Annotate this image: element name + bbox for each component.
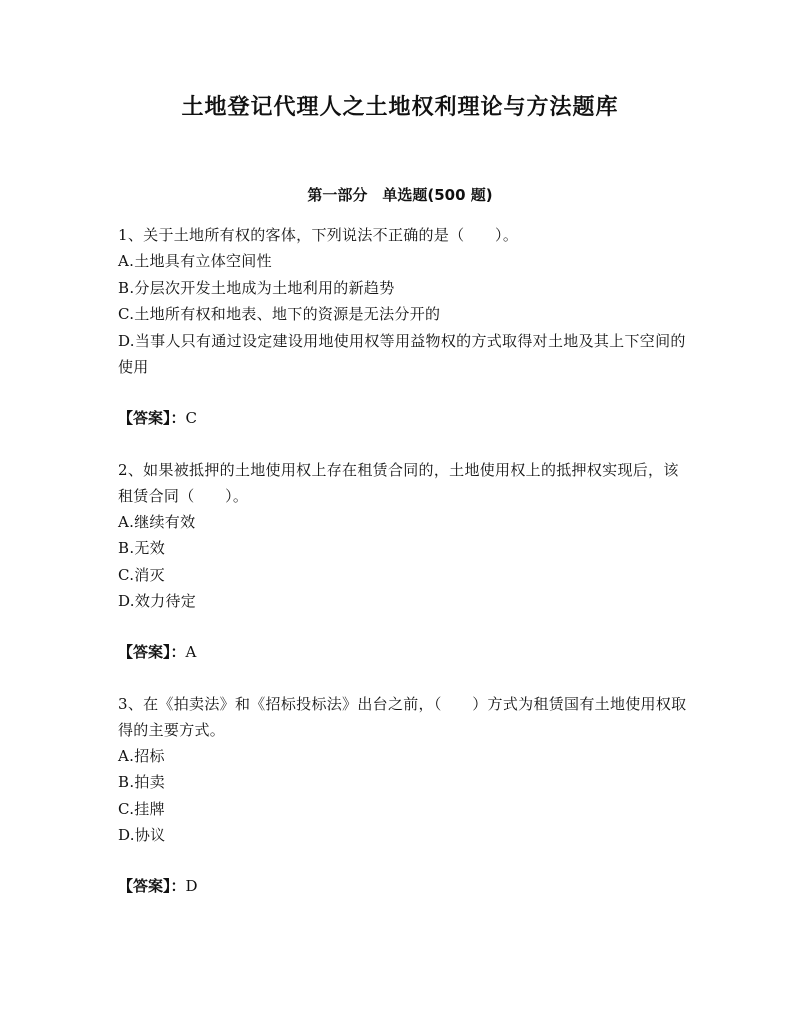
option-d: D.当事人只有通过设定建设用地使用权等用益物权的方式取得对土地及其上下空间的使用 <box>118 331 686 376</box>
answer-label: 【答案】： <box>118 408 186 427</box>
option-b: B.无效 <box>118 539 165 557</box>
option-d: D.效力待定 <box>118 592 197 610</box>
option-a: A.招标 <box>118 746 165 765</box>
answer-line <box>118 639 688 665</box>
option-c: C.消灭 <box>118 565 165 584</box>
question-stem: 3、在《拍卖法》和《招标投标法》出台之前，（ ）方式为租赁国有土地使用权取得的主要方式。 <box>118 694 687 739</box>
question-stem: 1、关于土地所有权的客体，下列说法不正确的是（ ）。 <box>118 226 519 244</box>
option-list <box>118 509 688 615</box>
answer-label: 【答案】： <box>118 642 186 661</box>
option-list <box>118 743 688 849</box>
question-3 <box>118 691 688 899</box>
option-c: C.挂牌 <box>118 799 165 818</box>
answer-label: 【答案】： <box>118 876 186 895</box>
option-b: B.分层次开发土地成为土地利用的新趋势 <box>118 278 395 297</box>
answer-line <box>118 873 688 899</box>
answer-value: A <box>185 642 197 661</box>
question-1 <box>118 222 688 431</box>
option-a: A.继续有效 <box>118 512 196 531</box>
question-stem: 2、如果被抵押的土地使用权上存在租赁合同的，土地使用权上的抵押权实现后，该租赁合同（ ）。 <box>118 460 679 505</box>
option-d: D.协议 <box>118 826 166 844</box>
option-list <box>118 248 688 381</box>
answer-value: D <box>185 876 198 895</box>
option-c: C.土地所有权和地表、地下的资源是无法分开的 <box>118 305 441 323</box>
document-title: 土地登记代理人之土地权利理论与方法题库 <box>181 95 619 120</box>
answer-value: C <box>185 408 197 427</box>
question-list <box>118 222 688 925</box>
option-a: A.土地具有立体空间性 <box>118 252 272 270</box>
question-2 <box>118 457 688 665</box>
section-title: 第一部分 单选题(500 题) <box>307 186 493 204</box>
option-b: B.拍卖 <box>118 773 165 791</box>
answer-line <box>118 405 688 431</box>
